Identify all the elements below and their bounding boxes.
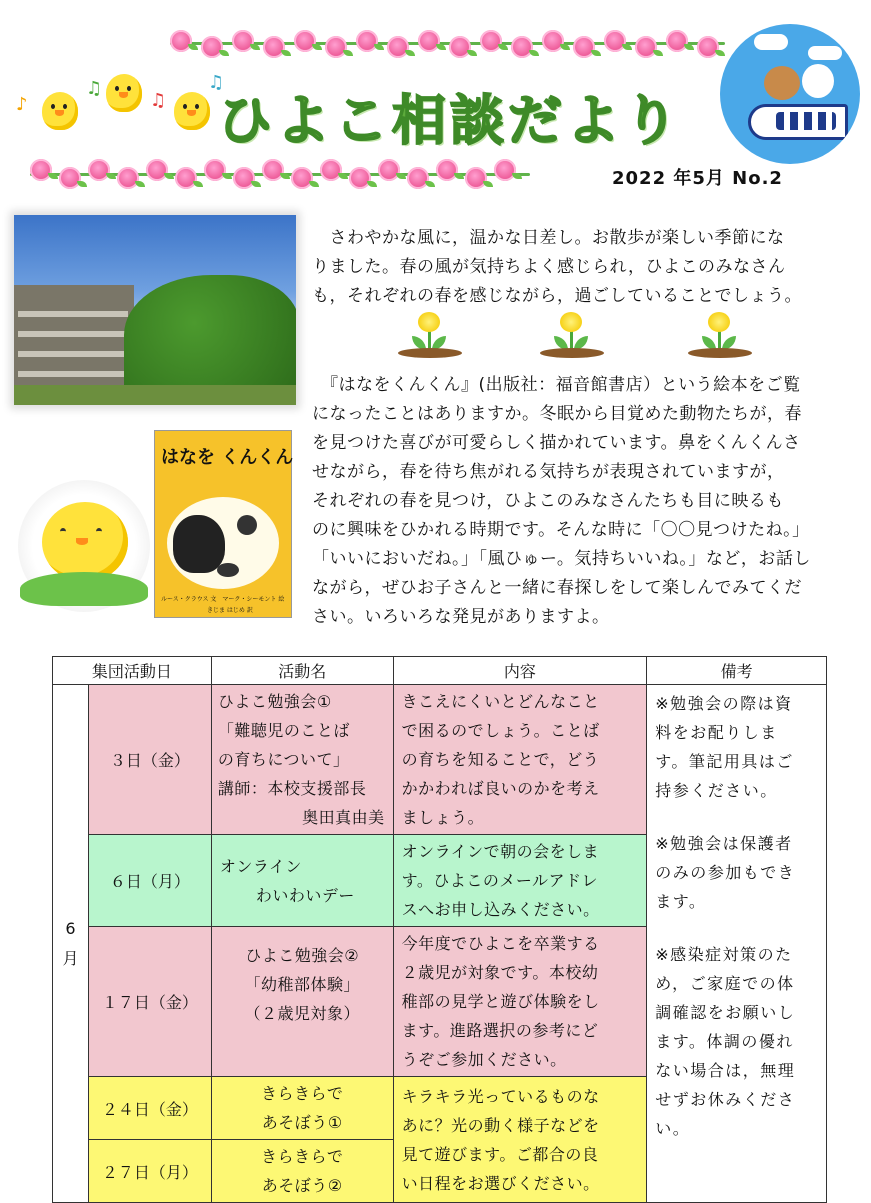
bear-icon bbox=[764, 66, 800, 100]
month-number: 6 bbox=[65, 918, 76, 938]
flower-icon bbox=[494, 159, 516, 181]
leaf-icon bbox=[715, 50, 725, 56]
flower-icon bbox=[378, 159, 400, 181]
activity-line: 奥田真由美 bbox=[302, 808, 385, 827]
book-cover-credit: きじま はじめ 訳 bbox=[207, 607, 253, 614]
leaf-icon bbox=[77, 181, 87, 187]
bear-icon bbox=[173, 515, 225, 573]
paragraph-line: 『はなをくんくん』(出版社：福音館書店）という絵本をご覧 bbox=[312, 375, 801, 395]
leaf-icon bbox=[425, 181, 435, 187]
leaf-icon bbox=[467, 50, 477, 56]
content-line: オンラインで朝の会をしま bbox=[401, 842, 600, 861]
content-line: きこえにくいとどんなこと bbox=[401, 692, 600, 711]
date-cell: ２７日（月） bbox=[88, 1140, 211, 1203]
book-cover-credit: ルース・クラウス 文 マーク・シーモント 絵 bbox=[161, 596, 285, 603]
tulip-icon bbox=[688, 312, 752, 358]
flower-icon bbox=[635, 36, 657, 58]
activity-line: 「難聴児のことば bbox=[217, 721, 350, 740]
activity-line: の育ちについて」 bbox=[217, 750, 350, 769]
content-line: の育ちを知ることで，どう bbox=[401, 750, 600, 769]
flower-icon bbox=[480, 30, 502, 52]
paragraph-line: ながら，ぜひお子さんと一緒に春探しをして楽しんでみてくだ bbox=[312, 578, 802, 598]
leaf-icon bbox=[529, 50, 539, 56]
chick-icon bbox=[106, 74, 142, 112]
note-line: 持参ください。 bbox=[655, 781, 778, 800]
flower-icon bbox=[387, 36, 409, 58]
flower-icon bbox=[233, 167, 255, 189]
book-cover-title: はなを くんくん bbox=[161, 447, 294, 468]
paragraph-line: りました。春の風が気持ちよく感じられ，ひよこのみなさん bbox=[312, 257, 786, 277]
note-line: い。 bbox=[655, 1119, 691, 1138]
date-cell: ３日（金） bbox=[88, 685, 211, 835]
flower-icon bbox=[201, 36, 223, 58]
flower-icon bbox=[436, 159, 458, 181]
leaf-icon bbox=[219, 50, 229, 56]
activity-line: 「幼稚部体験」 bbox=[244, 975, 360, 994]
paragraph-line: を見つけた喜びが可愛らしく描かれています。鼻をくんくんさ bbox=[312, 433, 801, 453]
date-cell: ６日（月） bbox=[88, 835, 211, 927]
book-cover bbox=[154, 430, 292, 618]
date-cell: １７日（金） bbox=[88, 927, 211, 1077]
flower-icon bbox=[465, 167, 487, 189]
activity-cell bbox=[211, 835, 393, 927]
content-line: スへお申し込みください。 bbox=[401, 900, 600, 919]
paragraph-line: さい。いろいろな発見がありますよ。 bbox=[312, 607, 610, 627]
flower-icon bbox=[449, 36, 471, 58]
flower-icon bbox=[542, 30, 564, 52]
bottom-garland bbox=[30, 155, 535, 191]
paragraph-line: になったことはありますか。冬眠から目覚めた動物たちが，春 bbox=[312, 404, 802, 424]
flower-icon bbox=[325, 36, 347, 58]
date-cell: ２４日（金） bbox=[88, 1077, 211, 1140]
note-line: め，ご家庭での体 bbox=[655, 974, 795, 993]
content-line: あに？光の動く様子などを bbox=[401, 1115, 600, 1135]
flower-icon bbox=[356, 30, 378, 52]
activity-line: ひよこ勉強会① bbox=[217, 692, 332, 711]
activity-line: 講師：本校支援部長 bbox=[217, 779, 367, 798]
content-line: かかわれば良いのかを考え bbox=[401, 779, 600, 798]
flower-icon bbox=[175, 167, 197, 189]
flower-icon bbox=[418, 30, 440, 52]
content-line: 見て遊びます。ご都合の良 bbox=[401, 1144, 599, 1164]
activity-line: きらきらで bbox=[261, 1147, 344, 1166]
leaf-icon bbox=[405, 50, 415, 56]
content-line: うぞご参加ください。 bbox=[401, 1050, 567, 1069]
activity-line: （２歳児対象） bbox=[244, 1004, 360, 1023]
note-line: ※勉強会の際は資 bbox=[655, 694, 793, 713]
music-note-icon: ♫ bbox=[208, 72, 225, 93]
intro-paragraph bbox=[312, 224, 857, 311]
content-line: い日程をお選びください。 bbox=[401, 1173, 600, 1193]
activity-line: あそぼう② bbox=[261, 1176, 343, 1195]
header-date: 集団活動日 bbox=[53, 657, 212, 685]
leaf-icon bbox=[367, 181, 377, 187]
content-line: す。ひよこのメールアドレ bbox=[401, 871, 598, 890]
flower-icon bbox=[30, 159, 52, 181]
carp-streamer-icon bbox=[720, 24, 860, 164]
content-line: 今年度でひよこを卒業する bbox=[401, 934, 600, 953]
flower-icon bbox=[204, 159, 226, 181]
tulip-icon bbox=[398, 312, 462, 358]
chick-icon bbox=[18, 480, 150, 612]
leaf-icon bbox=[281, 50, 291, 56]
content-line: ２歳児が対象です。本校幼 bbox=[401, 963, 599, 982]
flower-icon bbox=[117, 167, 139, 189]
issue-date: 2022 年5月 No.2 bbox=[612, 168, 783, 189]
content-line: キラキラ光っているものな bbox=[401, 1086, 600, 1106]
note-line: ※勉強会は保護者 bbox=[655, 834, 793, 853]
note-line: ます。体調の優れ bbox=[655, 1032, 794, 1051]
month-cell bbox=[53, 685, 89, 1203]
flower-icon bbox=[263, 36, 285, 58]
newsletter-title: ひよこ相談だより bbox=[218, 89, 682, 152]
paragraph-line: 「いいにおいだね。」「風ひゅー。気持ちいいね。」など，お話し bbox=[312, 549, 811, 569]
flower-icon bbox=[170, 30, 192, 52]
flower-icon bbox=[291, 167, 313, 189]
flower-icon bbox=[320, 159, 342, 181]
month-label: 月 bbox=[62, 948, 79, 968]
note-line: せずお休みくださ bbox=[655, 1090, 796, 1109]
paragraph-line: せながら，春を待ち焦がれる気持ちが表現されていますが， bbox=[312, 462, 785, 482]
content-cell bbox=[393, 835, 647, 927]
note-line: のみの参加もでき bbox=[655, 863, 796, 882]
activity-line: ひよこ勉強会② bbox=[245, 946, 360, 965]
activity-cell bbox=[211, 685, 393, 835]
flower-icon bbox=[88, 159, 110, 181]
content-line: で困るのでしょう。ことば bbox=[401, 721, 600, 740]
music-note-icon: ♪ bbox=[16, 94, 28, 115]
school-photo bbox=[14, 215, 296, 405]
book-paragraph bbox=[312, 371, 857, 632]
flower-icon bbox=[697, 36, 719, 58]
flower-icon bbox=[604, 30, 626, 52]
note-line: 調確認をお願いし bbox=[655, 1003, 796, 1022]
activity-line: わいわいデー bbox=[255, 885, 355, 905]
tulip-icon bbox=[540, 312, 604, 358]
flower-icon bbox=[349, 167, 371, 189]
top-garland bbox=[170, 28, 730, 58]
activity-cell bbox=[211, 927, 393, 1077]
schedule-table bbox=[52, 656, 827, 1203]
leaf-icon bbox=[483, 181, 493, 187]
flower-icon bbox=[294, 30, 316, 52]
chick-icon bbox=[42, 92, 78, 130]
note-line: ※感染症対策のた bbox=[655, 945, 793, 964]
paragraph-line: のに興味をひかれる時期です。そんな時に「〇〇見つけたね。」 bbox=[312, 520, 810, 540]
note-line: 料をお配りしま bbox=[655, 723, 778, 742]
rabbit-icon bbox=[802, 64, 834, 98]
content-line: 稚部の見学と遊び体験をし bbox=[401, 992, 600, 1011]
leaf-icon bbox=[193, 181, 203, 187]
leaf-icon bbox=[135, 181, 145, 187]
note-line: す。筆記用具はご bbox=[655, 752, 794, 771]
header-notes: 備考 bbox=[647, 657, 827, 685]
note-line: ない場合は，無理 bbox=[655, 1061, 796, 1080]
content-line: ます。進路選択の参考にど bbox=[401, 1021, 599, 1040]
paragraph-line: さわやかな風に，温かな日差し。お散歩が楽しい季節にな bbox=[312, 228, 785, 248]
flower-icon bbox=[262, 159, 284, 181]
leaf-icon bbox=[343, 50, 353, 56]
flower-icon bbox=[511, 36, 533, 58]
flower-icon bbox=[59, 167, 81, 189]
paragraph-line: も，それぞれの春を感じながら，過ごしていることでしょう。 bbox=[312, 286, 802, 306]
flower-icon bbox=[146, 159, 168, 181]
music-note-icon: ♫ bbox=[86, 78, 103, 99]
header-activity: 活動名 bbox=[211, 657, 393, 685]
leaf-icon bbox=[309, 181, 319, 187]
note-line: ます。 bbox=[655, 892, 707, 911]
chick-icon bbox=[174, 92, 210, 130]
flower-icon bbox=[232, 30, 254, 52]
leaf-icon bbox=[251, 181, 261, 187]
leaf-icon bbox=[653, 50, 663, 56]
leaf-icon bbox=[591, 50, 601, 56]
music-note-icon: ♫ bbox=[150, 90, 167, 111]
notes-cell bbox=[647, 685, 827, 1203]
content-cell bbox=[393, 927, 647, 1077]
paragraph-line: それぞれの春を見つけ，ひよこのみなさんたちも目に映るも bbox=[312, 491, 784, 511]
flower-icon bbox=[573, 36, 595, 58]
content-cell bbox=[393, 1077, 647, 1203]
content-cell bbox=[393, 685, 647, 835]
activity-line: あそぼう① bbox=[261, 1113, 343, 1132]
activity-line: きらきらで bbox=[261, 1084, 344, 1103]
activity-cell bbox=[211, 1077, 393, 1140]
activity-cell bbox=[211, 1140, 393, 1203]
activity-line: オンライン bbox=[219, 856, 302, 876]
flower-icon bbox=[666, 30, 688, 52]
flower-icon bbox=[407, 167, 429, 189]
content-line: ましょう。 bbox=[401, 808, 485, 827]
header-content: 内容 bbox=[393, 657, 647, 685]
